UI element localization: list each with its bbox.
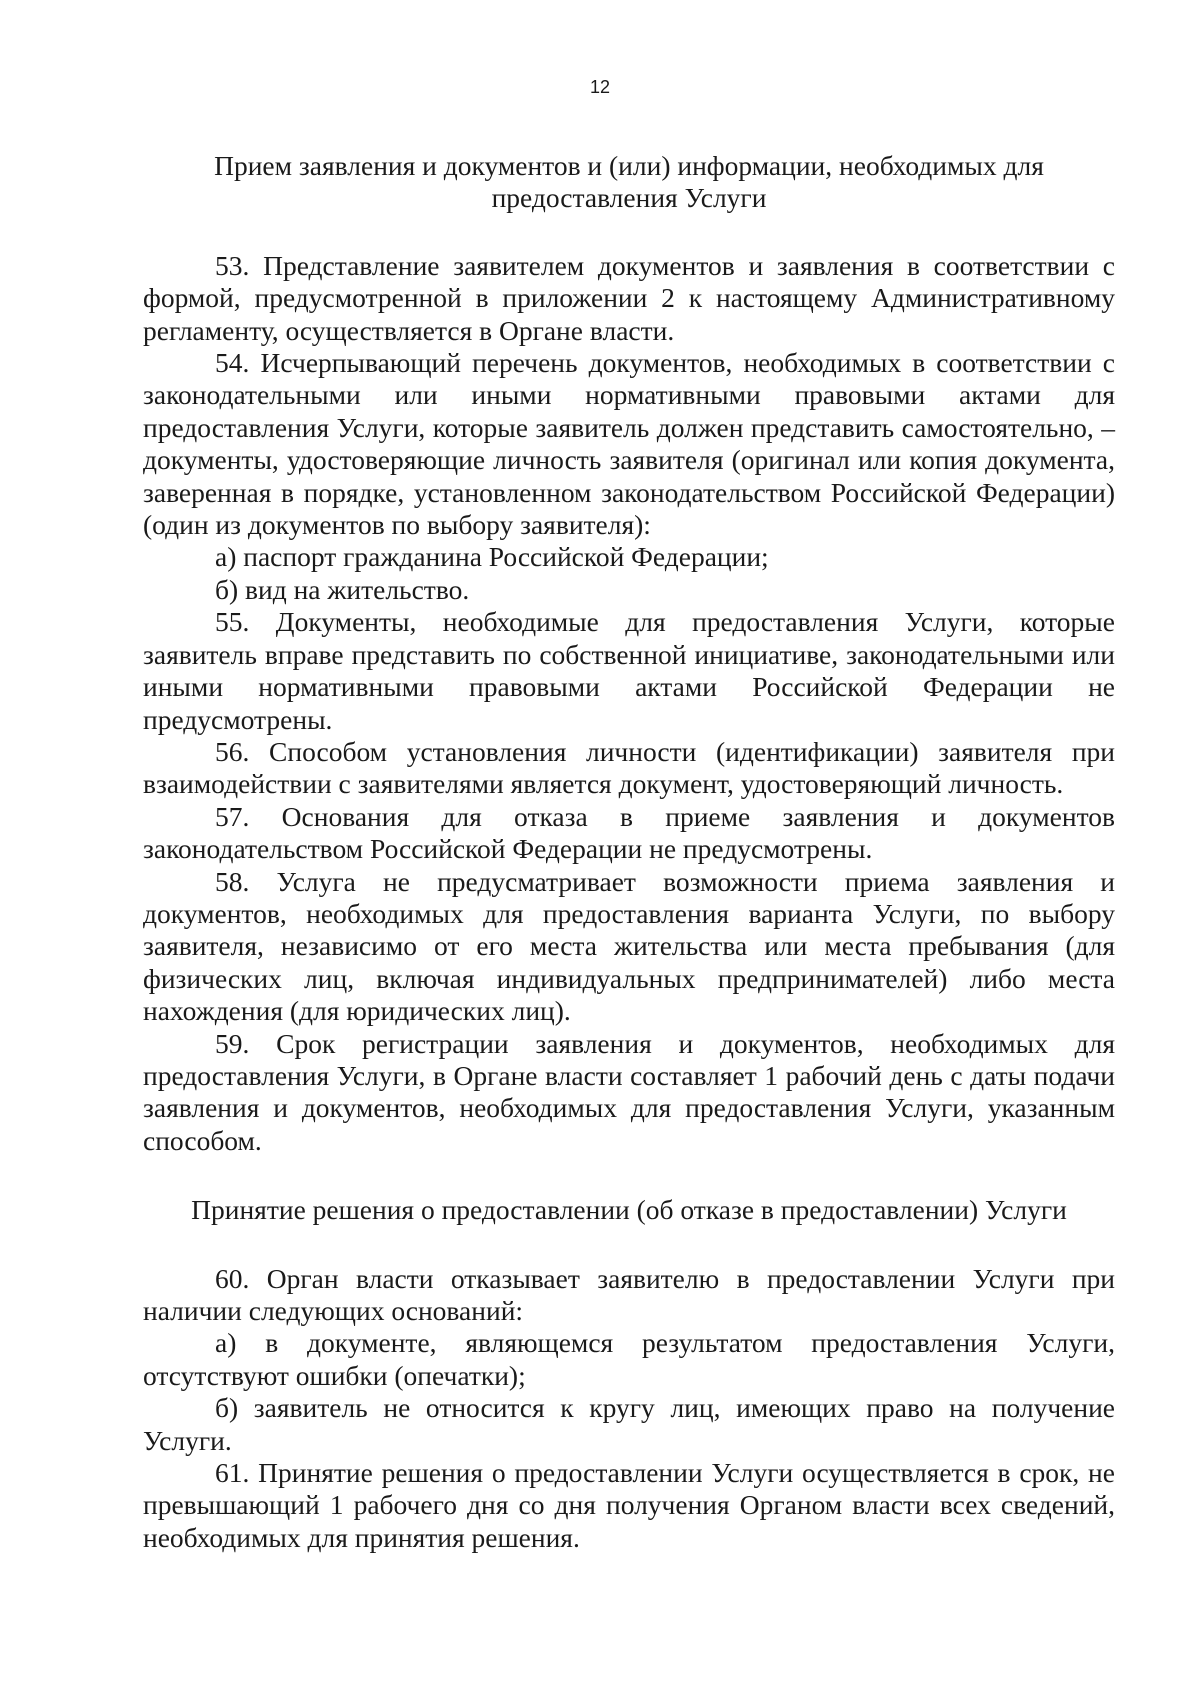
- paragraph-58: 58. Услуга не предусматривает возможности приема заявления и документов, необходимых для предоставления варианта Услуги, по выбору заявителя, независимо от его места жительства или места пребывания (для физических лиц, включая индивидуальных предпринимателей) либо места нахождения (для юридических лиц).: [143, 865, 1115, 1027]
- heading-line: Принятие решения о предоставлении (об отказе в предоставлении) Услуги: [191, 1194, 1067, 1226]
- paragraph-57: 57. Основания для отказа в приеме заявления и документов законодательством Российской Федерации не предусмотрены.: [143, 800, 1115, 865]
- list-item-a: а) в документе, являющемся результатом предоставления Услуги, отсутствуют ошибки (опечатки);: [143, 1327, 1115, 1391]
- paragraph-53: 53. Представление заявителем документов и заявления в соответствии с формой, предусмотренной в приложении 2 к настоящему Административному регламенту, осуществляется в Органе власти.: [143, 249, 1115, 346]
- paragraph-61: 61. Принятие решения о предоставлении Услуги осуществляется в срок, не превышающий 1 рабочего дня со дня получения Органом власти всех сведений, необходимых для принятия решения.: [143, 1457, 1115, 1553]
- paragraph-55: 55. Документы, необходимые для предоставления Услуги, которые заявитель вправе представить по собственной инициативе, законодательными или иными нормативными правовыми актами Российской Федерации не предусмотрены.: [143, 606, 1115, 735]
- paragraph-54: 54. Исчерпывающий перечень документов, необходимых в соответствии с законодательными или иными нормативными правовыми актами для предоставления Услуги, которые заявитель должен представить самостоятельно, – документы, удостоверяющие личность заявителя (оригинал или копия документа, заверенная в порядке, установленном законодательством Российской Федерации) (один из документов по выбору заявителя):: [143, 347, 1115, 541]
- paragraph-59: 59. Срок регистрации заявления и документов, необходимых для предоставления Услуги, в Органе власти составляет 1 рабочий день с даты подачи заявления и документов, необходимых для предоставления Услуги, указанным способом.: [143, 1027, 1115, 1156]
- list-item-a: а) паспорт гражданина Российской Федерации;: [215, 541, 769, 573]
- section-heading-reception: [143, 150, 1115, 215]
- paragraph-60: 60. Орган власти отказывает заявителю в предоставлении Услуги при наличии следующих оснований:: [143, 1262, 1115, 1326]
- heading-line: предоставления Услуги: [491, 182, 767, 214]
- list-item-b: б) вид на жительство.: [215, 573, 470, 605]
- list-item-b: б) заявитель не относится к кругу лиц, имеющих право на получение Услуги.: [143, 1392, 1115, 1456]
- page-number: 12: [589, 77, 611, 97]
- paragraph-56: 56. Способом установления личности (идентификации) заявителя при взаимодействии с заявителями является документ, удостоверяющий личность.: [143, 735, 1115, 800]
- document-body: [143, 150, 1115, 1554]
- section-heading-decision: [143, 1194, 1115, 1226]
- heading-line: Прием заявления и документов и (или) информации, необходимых для: [214, 150, 1044, 181]
